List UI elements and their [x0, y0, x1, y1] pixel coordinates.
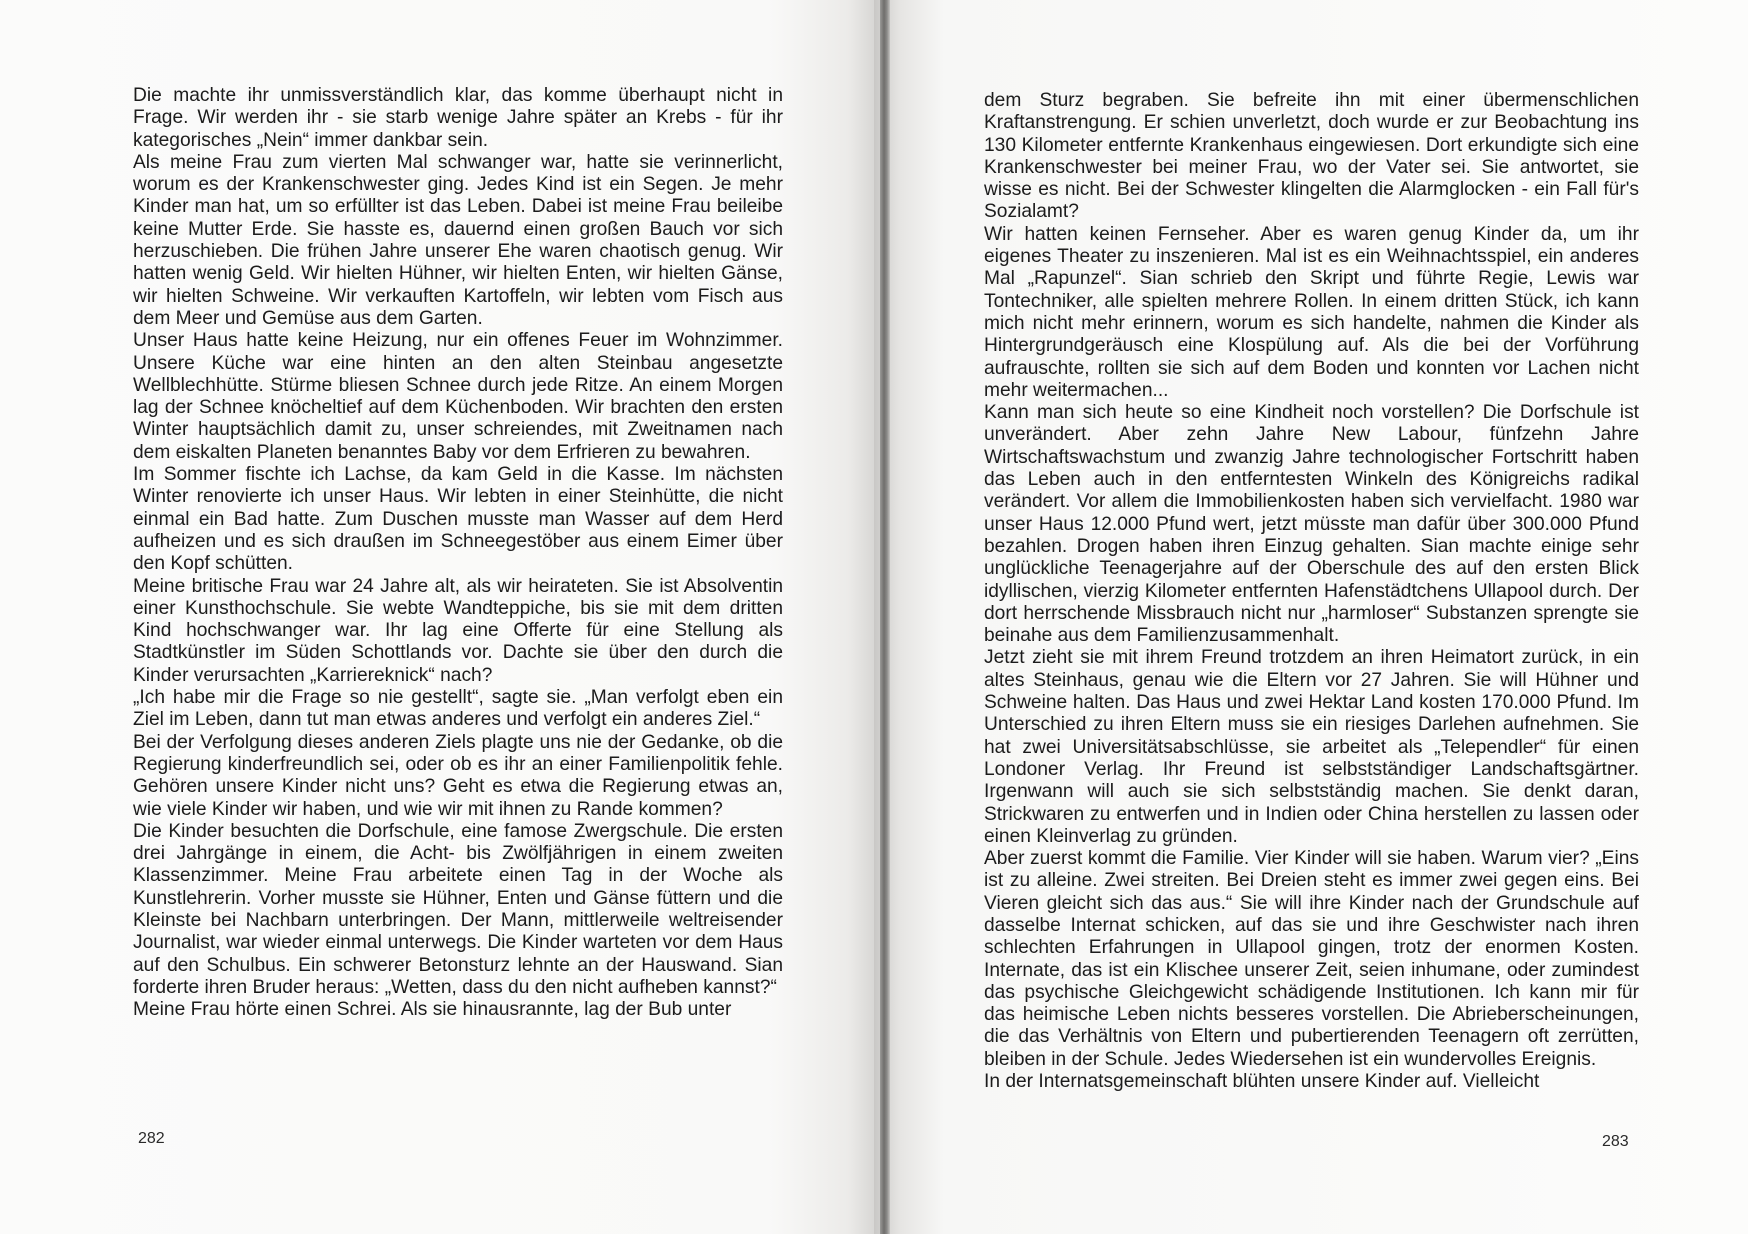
paragraph: Kann man sich heute so eine Kindheit noch vorstellen? Die Dorfschule ist unverändert. Aber zehn Jahre New Labour, fünfzehn Jahre Wirtschaftswachstum und zwanzig Jahre technologischer Fortschritt haben das Leben auch in den entferntesten Winkeln des Königreichs radikal verändert. Vor allem die Immobilienkosten haben sich vervielfacht. 1980 war unser Haus 12.000 Pfund wert, jetzt müsste man dafür über 300.000 Pfund bezahlen. Drogen haben ihren Einzug gehalten. Sian machte einige sehr unglückliche Teenagerjahre auf der Oberschule des auf den ersten Blick idyllischen, vierzig Kilometer entfernten Hafenstädtchens Ullapool durch. Der dort herrschende Missbrauch nicht nur „harmloser“ Substanzen sprengte sie beinahe aus dem Familienzusammenhalt.: [984, 402, 1639, 647]
left-page-body: [133, 85, 783, 1021]
paragraph: Bei der Verfolgung dieses anderen Ziels plagte uns nie der Gedanke, ob die Regierung kinderfreundlich sei, oder ob es ihr an einer Familienpolitik fehle. Gehören unsere Kinder nicht uns? Geht es etwa die Regierung etwas an, wie viele Kinder wir haben, und wie wir mit ihnen zu Rande kommen?: [133, 731, 783, 820]
paragraph: Aber zuerst kommt die Familie. Vier Kinder will sie haben. Warum vier? „Eins ist zu alleine. Zwei streiten. Bei Dreien steht es immer zwei gegen eins. Bei Vieren gleicht sich das aus.“ Sie will ihre Kinder nach der Grundschule auf dasselbe Internat schicken, auf das sie und ihre Geschwister nach ihren schlechten Erfahrungen in Ullapool gingen, trotz der enormen Kosten. Internate, das ist ein Klischee unserer Zeit, seien inhumane, oder zumindest das psychische Gleichgewicht schädigende Institutionen. Ich kann mir für das heimische Leben nichts besseres vorstellen. Die Abrieberscheinungen, die das Verhältnis von Eltern und pubertierenden Teenagern oft zerrütten, bleiben in der Schule. Jedes Wiedersehen ist ein wundervolles Ereignis.: [984, 848, 1639, 1070]
paragraph: Als meine Frau zum vierten Mal schwanger war, hatte sie verinnerlicht, worum es der Krankenschwester ging. Jedes Kind ist ein Segen. Je mehr Kinder man hat, um so erfüllter ist das Leben. Dabei ist meine Frau beileibe keine Mutter Erde. Sie hasste es, dauernd einen großen Bauch vor sich herzuschieben. Die frühen Jahre unserer Ehe waren chaotisch genug. Wir hatten wenig Geld. Wir hielten Hühner, wir hielten Enten, wir hielten Gänse, wir hielten Schweine. Wir verkauften Kartoffeln, wir lebten vom Fisch aus dem Meer und Gemüse aus dem Garten.: [133, 151, 783, 329]
paragraph: Meine britische Frau war 24 Jahre alt, als wir heirateten. Sie ist Absolventin einer Kunsthochschule. Sie webte Wandteppiche, bis sie mit dem dritten Kind hochschwanger war. Ihr lag eine Offerte für eine Stellung als Stadtkünstler im Süden Schottlands vor. Dachte sie über den durch die Kinder verursachten „Karriereknick“ nach?: [133, 575, 783, 686]
paragraph: Meine Frau hörte einen Schrei. Als sie hinausrannte, lag der Bub unter: [133, 999, 732, 1021]
paragraph: „Ich habe mir die Frage so nie gestellt“, sagte sie. „Man verfolgt eben ein Ziel im Leben, dann tut man etwas anderes und verfolgt ein anderes Ziel.“: [133, 687, 783, 731]
paragraph: Unser Haus hatte keine Heizung, nur ein offenes Feuer im Wohnzimmer. Unsere Küche war eine hinten an den alten Steinbau angesetzte Wellblechhütte. Stürme bliesen Schnee durch jede Ritze. An einem Morgen lag der Schnee knöcheltief auf dem Küchenboden. Wir brachten den ersten Winter hauptsächlich damit zu, unser schreiendes, mit Zweitnamen nach dem eiskalten Planeten benanntes Baby vor dem Erfrieren zu bewahren.: [133, 330, 783, 463]
paragraph: In der Internatsgemeinschaft blühten unsere Kinder auf. Vielleicht: [984, 1071, 1540, 1093]
page-number-right: 283: [1602, 1133, 1629, 1150]
paragraph: Die Kinder besuchten die Dorfschule, eine famose Zwergschule. Die ersten drei Jahrgänge in einem, die Acht- bis Zwölfjährigen in einem zweiten Klassenzimmer. Meine Frau arbeitete einen Tag in der Woche als Kunstlehrerin. Vorher musste sie Hühner, Enten und Gänse füttern und die Kleinste bei Nachbarn unterbringen. Der Mann, mittlerweile weltreisender Journalist, war wieder einmal unterwegs. Die Kinder warteten vor dem Haus auf den Schulbus. Ein schwerer Betonsturz lehnte an der Hauswand. Sian forderte ihren Bruder heraus: „Wetten, dass du den nicht aufheben kannst?“: [133, 820, 783, 998]
paragraph: Wir hatten keinen Fernseher. Aber es waren genug Kinder da, um ihr eigenes Theater zu inszenieren. Mal ist es ein Weihnachtsspiel, ein anderes Mal „Rapunzel“. Sian schrieb den Skript und führte Regie, Lewis war Tontechniker, alle spielten mehrere Rollen. In einem dritten Stück, ich kann mich nicht mehr erinnern, worum es sich handelte, nahmen die Kinder als Hintergrundgeräusch eine Klospülung auf. Als die bei der Vorführung aufrauschte, rollten sie sich auf dem Boden und konnten vor Lachen nicht mehr weitermachen...: [984, 223, 1639, 401]
paragraph: dem Sturz begraben. Sie befreite ihn mit einer übermenschlichen Kraftanstrengung. Er schien unverletzt, doch wurde er zur Beobachtung ins 130 Kilometer entfernte Krankenhaus eingewiesen. Dort erkundigte sich eine Krankenschwester bei meiner Frau, wo der Vater sei. Sie antwortet, sie wisse es nicht. Bei der Schwester klingelten die Alarmglocken - ein Fall für's Sozialamt?: [984, 90, 1639, 223]
page-number-left: 282: [138, 1130, 165, 1147]
right-page: [874, 0, 1748, 1234]
book-gutter: [880, 0, 890, 1234]
paragraph: Die machte ihr unmissverständlich klar, das komme überhaupt nicht in Frage. Wir werden ihr - sie starb wenige Jahre später an Krebs - für ihr kategorisches „Nein“ immer dankbar sein.: [133, 85, 783, 151]
paragraph: Jetzt zieht sie mit ihrem Freund trotzdem an ihren Heimatort zurück, in ein altes Steinhaus, genau wie die Eltern vor 27 Jahren. Sie will Hühner und Schweine halten. Das Haus und zwei Hektar Land kosten 170.000 Pfund. Im Unterschied zu ihren Eltern muss sie ein riesiges Darlehen aufnehmen. Sie hat zwei Universitätsabschlüsse, sie arbeitet als „Telependler“ für einen Londoner Verlag. Ihr Freund ist selbstständiger Landschaftsgärtner. Irgenwann will auch sie sich selbstständig machen. Sie denkt daran, Strickwaren zu entwerfen und in Indien oder China herstellen zu lassen oder einen Kleinverlag zu gründen.: [984, 647, 1639, 847]
right-page-body: [984, 90, 1639, 1093]
paragraph: Im Sommer fischte ich Lachse, da kam Geld in die Kasse. Im nächsten Winter renovierte ich unser Haus. Wir lebten in einer Steinhütte, die nicht einmal ein Bad hatte. Zum Duschen musste man Wasser auf dem Herd aufheizen und es sich draußen im Schneegestöber aus einem Eimer über den Kopf schütten.: [133, 464, 783, 575]
